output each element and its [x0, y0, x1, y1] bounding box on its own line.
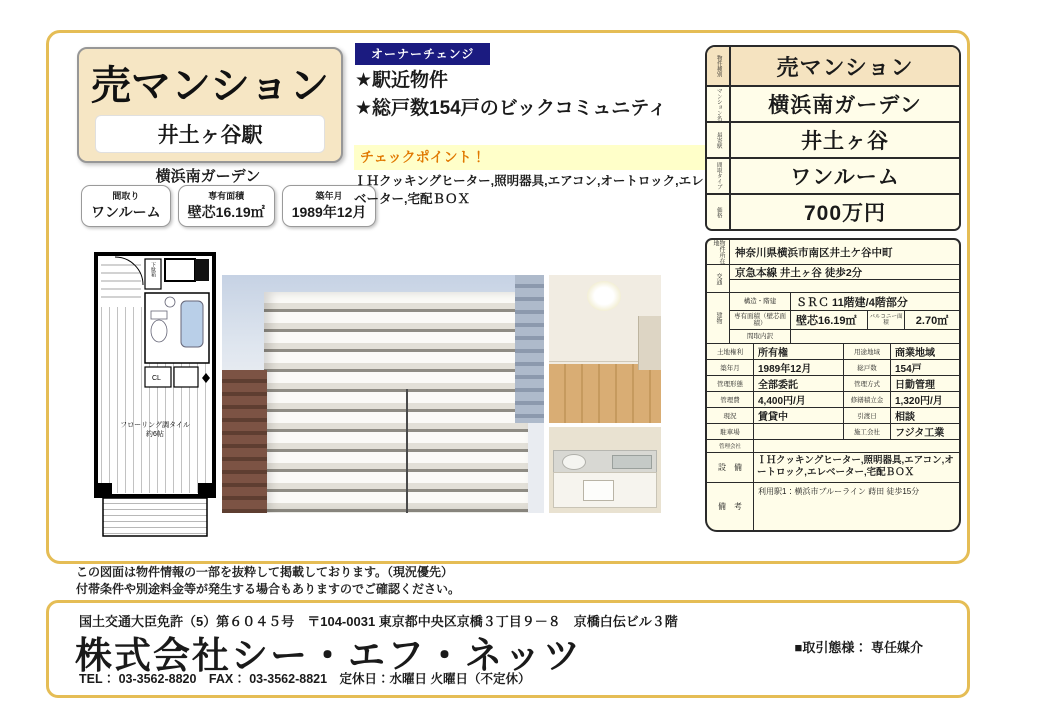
row-fees	[707, 391, 959, 407]
spec-row-name	[707, 85, 959, 121]
spec-row-station	[707, 121, 959, 157]
transaction-type: ■取引態様： 専任媒介	[794, 640, 923, 655]
catch-line-2: ★総戸数154戸のビックコミュニティ	[355, 98, 667, 119]
cell-label: 引渡日	[843, 408, 891, 423]
cell-label: 管理方式	[843, 376, 891, 391]
ceiling-light	[587, 281, 621, 311]
cell-label: 用途地域	[843, 344, 891, 359]
badge-label: 間取り	[112, 191, 140, 201]
catch-line-1: ★駅近物件	[355, 70, 449, 91]
cell-label: 修繕積立金	[843, 392, 891, 407]
badge-value: ワンルーム	[91, 204, 161, 220]
spec-column	[705, 45, 961, 532]
cell-value: 賃貸中	[758, 412, 788, 423]
row-built-units	[707, 359, 959, 375]
utility-pole	[406, 389, 408, 513]
station-box	[95, 115, 325, 153]
closet-label: CL	[152, 375, 161, 382]
burner	[562, 454, 586, 470]
address-value: 神奈川県横浜市南区井土ケ谷中町	[735, 246, 893, 259]
row-status-handover	[707, 407, 959, 423]
access-line-empty	[730, 280, 959, 292]
cell-label: 現況	[707, 408, 754, 423]
company-name: 株式会社シー・エフ・ネッツ	[75, 635, 582, 676]
main-content-box	[46, 30, 970, 564]
cell-label: 総戸数	[843, 360, 891, 375]
spec-row-value: 井土ヶ谷	[801, 130, 889, 153]
cell-value: 商業地域	[895, 348, 935, 359]
equipment-value: ＩＨクッキングヒーター,照明器具,エアコン,オートロック,エレベーター,宅配ＢＯＸ	[757, 455, 954, 479]
notes-value: 利用駅1：横浜市ブルーライン 蒔田 徒歩15分	[758, 487, 920, 496]
disclaimer-line-1: この図面は物件情報の一部を抜粋して掲載しております。（現況優先）	[76, 565, 454, 579]
building-subtable	[730, 293, 959, 343]
cell-value	[754, 424, 843, 439]
cell-label: 管理会社	[707, 440, 754, 452]
row-layout-detail	[730, 329, 959, 343]
row-equipment	[707, 452, 959, 482]
row-building-group	[707, 292, 959, 343]
row-label: 物件所在地	[707, 240, 730, 264]
spec-row-layout	[707, 157, 959, 193]
cell-value: 154戸	[895, 364, 922, 375]
building-facade	[264, 292, 528, 513]
neighbor-building	[515, 275, 544, 423]
cell-value: 壁芯16.19㎡	[796, 315, 857, 327]
cell-label: 築年月	[707, 360, 754, 375]
spec-row-value: 700万円	[803, 202, 887, 225]
spec-row-label: マンション名	[707, 87, 731, 121]
cell-label: 土地権利	[707, 344, 754, 359]
badge-label: 専有面積	[208, 191, 245, 201]
row-management-company	[707, 439, 959, 452]
toilet-tank	[151, 311, 167, 319]
sink	[165, 297, 175, 307]
cell-value: ＳＲＣ 11階建/4階部分	[796, 296, 908, 309]
wall-segment	[198, 483, 214, 496]
spec-row-label: 価格	[707, 195, 731, 229]
cell-label: 構造・階建	[730, 293, 791, 310]
badge-value: 1989年12月	[291, 204, 367, 220]
cell-value	[754, 440, 959, 452]
badge-layout	[81, 185, 171, 227]
cell-value	[791, 330, 959, 343]
row-structure	[730, 293, 959, 310]
floor-plan	[93, 251, 217, 541]
cell-value: 1989年12月	[758, 364, 812, 375]
disclaimer	[76, 564, 460, 599]
cell-label: バルコニー面積	[867, 311, 904, 329]
cell-value: 相談	[895, 412, 915, 423]
brown-building	[222, 370, 267, 513]
cell-label: 駐車場	[707, 424, 754, 439]
wall-segment	[96, 483, 112, 496]
row-label: 交通	[707, 265, 730, 292]
row-label: 建物	[707, 293, 730, 343]
building-name: 横浜南ガーデン	[155, 168, 261, 185]
spec-row-label: 物件種別	[707, 47, 731, 85]
cell-value: フジタ工業	[895, 428, 945, 439]
photo-kitchen	[549, 427, 661, 513]
row-area	[730, 310, 959, 329]
shoe-box-label: 下駄箱	[150, 262, 156, 277]
badge-value: 壁芯16.19㎡	[187, 204, 265, 220]
floor-plan-drawing	[93, 251, 217, 541]
washer-space	[174, 367, 198, 387]
row-address	[707, 240, 959, 264]
spec-row-value: ワンルーム	[790, 166, 900, 189]
spec-row-value: 売マンション	[776, 54, 914, 80]
spec-row-type	[707, 47, 959, 85]
disclaimer-line-2: 付帯条件や別途料金等が発生する場合もありますのでご確認ください。	[76, 582, 461, 597]
cell-label: 管理費	[707, 392, 754, 407]
cell-value: 所有権	[758, 348, 788, 359]
kitchen-sink	[612, 455, 652, 468]
spec-detail-table	[705, 238, 961, 532]
spec-row-label: 最寄駅	[707, 123, 731, 157]
cell-value: 日勤管理	[895, 380, 935, 391]
row-notes	[707, 482, 959, 530]
license-line: 国土交通大臣免許（5）第６０４５号 〒104-0031 東京都中央区京橋３丁目９－８ 京橋白伝ビル３階	[79, 614, 678, 629]
pipe-space	[195, 259, 209, 281]
summary-badges	[81, 185, 376, 227]
row-parking-builder	[707, 423, 959, 439]
row-land-zone	[707, 343, 959, 359]
cell-value: 1,320円/月	[895, 396, 943, 407]
spec-row-value: 横浜南ガーデン	[768, 94, 922, 117]
company-footer	[46, 600, 970, 698]
spec-row-label: 間取タイプ	[707, 159, 731, 193]
toilet	[151, 320, 167, 342]
cell-label: 施工会社	[843, 424, 891, 439]
photo-building-exterior	[222, 275, 544, 513]
property-type-title: 売マンション	[90, 63, 330, 108]
cell-value: 2.70㎡	[904, 311, 959, 329]
badge-label: 築年月	[315, 191, 343, 201]
checkpoint-heading: チェックポイント！	[354, 145, 718, 170]
row-access	[707, 264, 959, 292]
cell-label: 設 備	[707, 453, 754, 482]
badge-area	[178, 185, 275, 227]
access-values	[730, 265, 959, 292]
cell-label: 間取内訳	[730, 330, 791, 343]
wood-floor	[549, 364, 661, 423]
contact-line: TEL： 03-3562-8820 FAX： 03-3562-8821 定休日：水曜日 火曜日（不定休）	[79, 672, 531, 686]
kitchenette	[638, 316, 661, 369]
cell-value: 4,400円/月	[758, 396, 806, 407]
checkpoint-equipment-text: ＩＨクッキングヒーター,照明器具,エアコン,オートロック,エレベーター,宅配ＢＯＸ	[354, 174, 704, 206]
owner-change-badge: オーナーチェンジ	[355, 43, 490, 65]
spec-row-price	[707, 193, 959, 229]
bathtub	[181, 301, 203, 347]
room-type-label: フローリング調タイル	[120, 422, 190, 429]
station-name: 井土ヶ谷駅	[157, 124, 263, 147]
spec-summary-table	[705, 45, 961, 231]
cell-value: 全部委託	[758, 380, 798, 391]
cell-label: 備 考	[707, 483, 754, 530]
utility-box	[165, 259, 195, 281]
access-line: 京急本線 井土ヶ谷 徒歩2分	[730, 265, 959, 280]
cell-label: 専有面積（壁芯面積）	[730, 311, 791, 329]
property-type-box	[77, 47, 343, 163]
cabinet-sign	[583, 480, 614, 501]
balcony	[103, 498, 207, 536]
cell-label: 管理形態	[707, 376, 754, 391]
photo-interior-room	[549, 275, 661, 423]
room-size-label: 約6帖	[146, 431, 164, 438]
row-management	[707, 375, 959, 391]
